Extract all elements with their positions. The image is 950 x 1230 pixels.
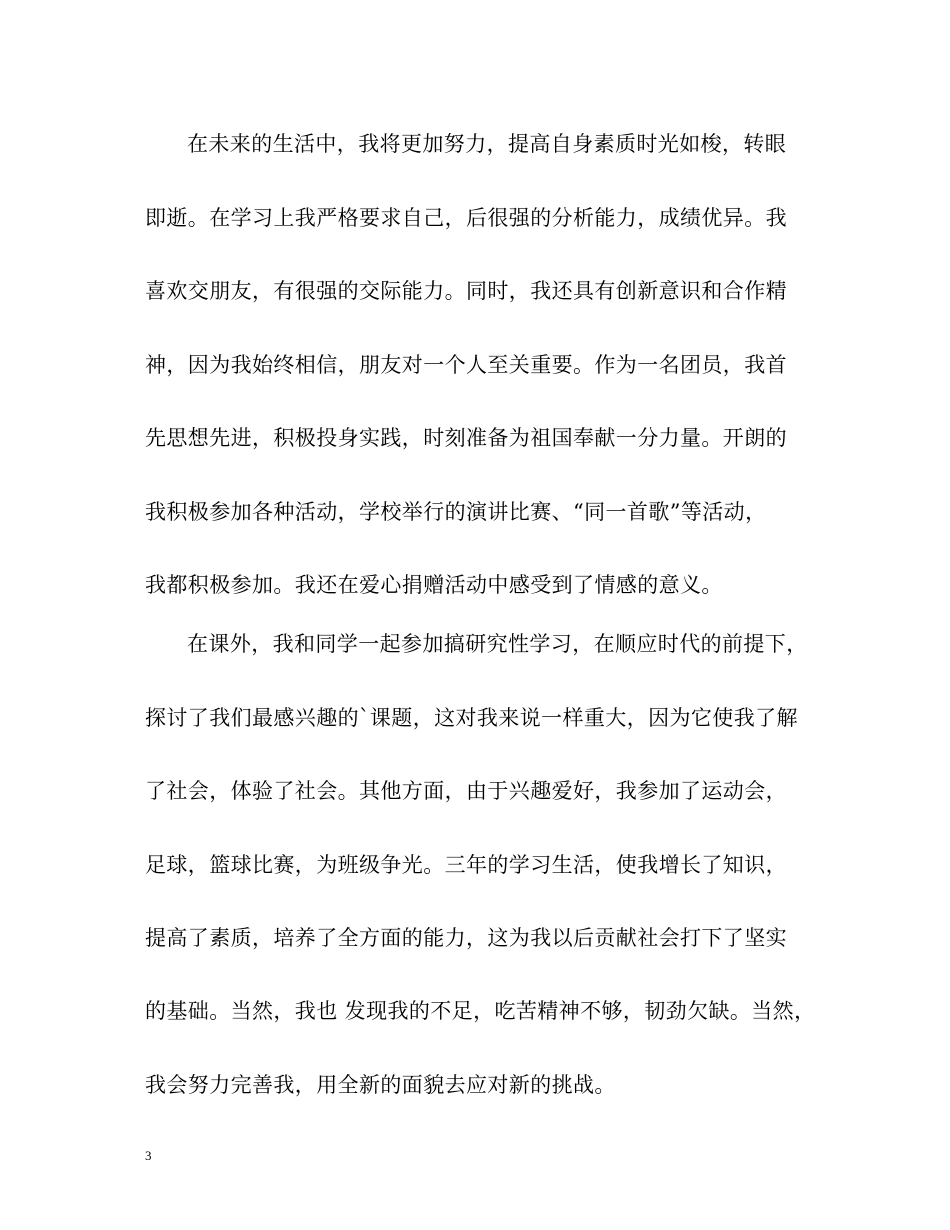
paragraph-1-line-4: 神，因为我始终相信，朋友对一个人至关重要。作为一名团员，我首 bbox=[145, 353, 787, 377]
paragraph-1-line-2: 即逝。在学习上我严格要求自己，后很强的分析能力，成绩优异。我 bbox=[145, 206, 787, 230]
paragraph-1-line-7: 我都积极参加。我还在爱心捐赠活动中感受到了情感的意义。 bbox=[145, 573, 723, 597]
paragraph-1-line-6: 我积极参加各种活动，学校举行的演讲比赛、“同一首歌”等活动， bbox=[145, 500, 767, 524]
paragraph-1-line-1: 在未来的生活中，我将更加努力，提高自身素质时光如梭，转眼 bbox=[187, 132, 787, 156]
paragraph-1-line-3: 喜欢交朋友，有很强的交际能力。同时，我还具有创新意识和合作精 bbox=[145, 279, 787, 303]
paragraph-1-line-5: 先思想先进，积极投身实践，时刻准备为祖国奉献一分力量。开朗的 bbox=[145, 426, 787, 450]
paragraph-2-line-1: 在课外，我和同学一起参加搞研究性学习，在顺应时代的前提下， bbox=[187, 632, 808, 656]
paragraph-2-line-6: 的基础。当然，我也 发现我的不足，吃苦精神不够，韧劲欠缺。当然， bbox=[145, 999, 816, 1023]
paragraph-2-line-5: 提高了素质，培养了全方面的能力，这为我以后贡献社会打下了坚实 bbox=[145, 926, 787, 950]
paragraph-2-line-7: 我会努力完善我，用全新的面貌去应对新的挑战。 bbox=[145, 1073, 616, 1097]
paragraph-2-line-3: 了社会，体验了社会。其他方面，由于兴趣爱好，我参加了运动会， bbox=[145, 779, 787, 803]
paragraph-2-line-2: 探讨了我们最感兴趣的`课题，这对我来说一样重大，因为它使我了解 bbox=[145, 706, 798, 730]
page-number: 3 bbox=[145, 1148, 152, 1163]
paragraph-2-line-4: 足球，篮球比赛，为班级争光。三年的学习生活，使我增长了知识， bbox=[145, 853, 787, 877]
